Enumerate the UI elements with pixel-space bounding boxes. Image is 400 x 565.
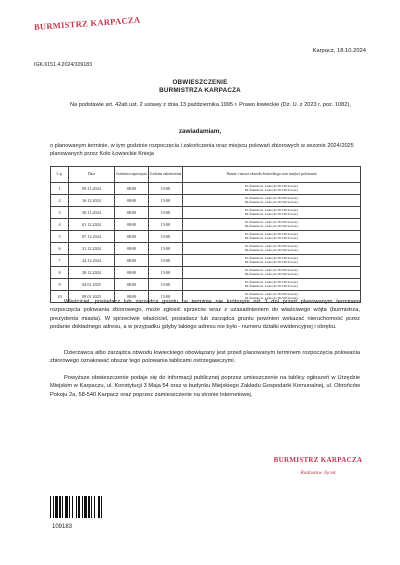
cell-date: 28.12.2024 [69, 267, 115, 279]
cell-start: 08:00 [115, 207, 149, 219]
cell-end: 15:00 [149, 231, 183, 243]
barcode-bar [55, 496, 58, 518]
stamp-organization: BURMISTRZ KARPACZA [273, 456, 363, 464]
barcode-bar [76, 496, 77, 518]
barcode-bar [62, 496, 63, 518]
publication-paragraph [50, 374, 360, 399]
location-line: 81-Śnieżka ul. Leśna 4a 58-530 Kowary [244, 267, 299, 272]
signature-stamp [268, 456, 368, 476]
cell-end: 15:00 [149, 291, 183, 303]
header-lp: L.p. [51, 167, 69, 183]
cell-start: 08:00 [115, 267, 149, 279]
barcode-number: 109183 [52, 524, 73, 530]
cell-lp: 1 [51, 183, 69, 195]
warning-signs-text: Dzierżawca albo zarządca obwodu łowieckiego obowiązany jest przed planowanym terminem rozpoczęcia polowania zbiorowego oznakować obszar tego polowania tablicami ostrzegawczymi. [50, 350, 360, 365]
cell-end: 15:00 [149, 195, 183, 207]
cell-lp: 4 [51, 219, 69, 231]
barcode-bar [65, 496, 68, 518]
location-line: 84-Śnieżka ul. Leśna 4a 58-530 Kowary [244, 187, 299, 192]
cell-location [183, 183, 361, 195]
cell-location [183, 231, 361, 243]
cell-date: 16.11.2024 [69, 195, 115, 207]
cell-start: 08:00 [115, 219, 149, 231]
cell-date: 04.01.2025 [69, 279, 115, 291]
cell-end: 15:00 [149, 267, 183, 279]
location-line: 81-Śnieżka ul. Leśna 4a 58-530 Kowary [244, 207, 299, 212]
header-location: Numer i nazwa obwodu łowieckiego oraz miejsce polowania [183, 167, 361, 183]
table-row [51, 243, 361, 255]
location-line: 84-Śnieżka ul. Leśna 4a 58-530 Kowary [244, 271, 299, 276]
barcode-bar [50, 496, 51, 518]
cell-lp: 3 [51, 207, 69, 219]
cell-end: 15:00 [149, 207, 183, 219]
cell-date: 09.01.2025 [69, 291, 115, 303]
barcode-bar [69, 496, 70, 518]
cell-start: 08:00 [115, 255, 149, 267]
cell-start: 08:00 [115, 291, 149, 303]
table-row [51, 279, 361, 291]
cell-location [183, 279, 361, 291]
cell-start: 08:00 [115, 279, 149, 291]
barcode-bar [84, 496, 87, 518]
location-line: 84-Śnieżka ul. Leśna 4a 58-530 Kowary [244, 199, 299, 204]
header-start-time: Godzina rozpoczęcia [115, 167, 149, 183]
table-row [51, 255, 361, 267]
document-title [0, 79, 400, 95]
location-line: 81-Śnieżka ul. Leśna 4a 58-530 Kowary [244, 279, 299, 284]
cell-lp: 2 [51, 195, 69, 207]
cell-end: 15:00 [149, 255, 183, 267]
cell-date: 21.12.2024 [69, 243, 115, 255]
reference-number: IGK.6151.4.2024/109183 [34, 62, 92, 68]
cell-lp: 5 [51, 231, 69, 243]
cell-start: 08:00 [115, 243, 149, 255]
cell-date: 07.12.2024 [69, 231, 115, 243]
location-line: 81-Śnieżka ul. Leśna 4a 58-530 Kowary [244, 219, 299, 224]
cell-start: 08:00 [115, 183, 149, 195]
location-line: 84-Śnieżka ul. Leśna 4a 58-530 Kowary [244, 235, 299, 240]
cell-location [183, 243, 361, 255]
barcode-bar [94, 496, 95, 518]
location-line: 84-Śnieżka ul. Leśna 4a 58-530 Kowary [244, 295, 299, 300]
cell-date: 24.12.2024 [69, 255, 115, 267]
barcode-bar [72, 496, 73, 518]
title-line-1: OBWIESZCZENIE [172, 79, 228, 86]
signatory-name: Radosław Jęcek [300, 470, 336, 476]
header-date: Data [69, 167, 115, 183]
cell-location [183, 219, 361, 231]
location-line: 81-Śnieżka ul. Leśna 4a 58-530 Kowary [244, 255, 299, 260]
cell-lp: 7 [51, 255, 69, 267]
cell-end: 15:00 [149, 183, 183, 195]
table-row [51, 231, 361, 243]
announcement-keyword: zawiadamiam, [178, 128, 222, 135]
cell-start: 08:00 [115, 231, 149, 243]
location-line: 81-Śnieżka ul. Leśna 4a 58-530 Kowary [244, 195, 299, 200]
table-row [51, 183, 361, 195]
location-line: 84-Śnieżka ul. Leśna 4a 58-530 Kowary [244, 259, 299, 264]
cell-end: 15:00 [149, 243, 183, 255]
location-line: 81-Śnieżka ul. Leśna 4a 58-530 Kowary [244, 291, 299, 296]
barcode-bar [59, 496, 61, 518]
objection-text: Właściciel, posiadacz lub zarządca gruntu, w terminie nie krótszym niż 3 dni przed planowanym terminem rozpoczęcia polowania zbiorowego, może zgłosić sprzeciw wraz z uzasadnieniem do właściwego wójta (burmistrza, prezydenta miasta). W sprzeciwie właściciel, posiadacz lub zarządca gruntu powinien wskazać nieruchomość przez podanie dokładnego adresu, a w przypadku gdyby takiego adresu nie było - numeru działki ewidencyjnej i obrębu. [50, 299, 360, 331]
cell-date: 30.11.2024 [69, 207, 115, 219]
cell-location [183, 267, 361, 279]
cell-start: 08:00 [115, 195, 149, 207]
cell-end: 15:00 [149, 219, 183, 231]
warning-signs-paragraph [50, 349, 360, 366]
table-row [51, 219, 361, 231]
lead-paragraph: o planowanym terminie, w tym godzinie rozpoczęcia i zakończenia oraz miejscu polowań zbiorowych w sezonie 2024/2025 planowanych przez Koło Łowieckie Knieja [50, 143, 354, 158]
cell-lp: 6 [51, 243, 69, 255]
cell-lp: 8 [51, 267, 69, 279]
barcode-bar [101, 496, 102, 518]
table-row [51, 195, 361, 207]
table-row [51, 267, 361, 279]
location-line: 81-Śnieżka ul. Leśna 4a 58-530 Kowary [244, 243, 299, 248]
location-line: 81-Śnieżka ul. Leśna 4a 58-530 Kowary [244, 231, 299, 236]
barcode-bar [78, 496, 80, 518]
header-stamp-logo: BURMISTRZ KARPACZA [33, 14, 141, 32]
location-line: 84-Śnieżka ul. Leśna 4a 58-530 Kowary [244, 223, 299, 228]
location-line: 84-Śnieżka ul. Leśna 4a 58-530 Kowary [244, 247, 299, 252]
cell-location [183, 195, 361, 207]
cell-location [183, 255, 361, 267]
cell-date: 09.11.2024 [69, 183, 115, 195]
cell-date: 01.12.2024 [69, 219, 115, 231]
publication-text: Powyższe obwieszczenie podaje się do informacji publicznej poprzez umieszczenie na tablicy ogłoszeń w Urzędzie Miejskim w Karpaczu, ul. Konstytucji 3 Maja 54 oraz w budynku Miejskiego Zakładu Gospodarki Komunalnej, ul. Obrońców Pokoju 2a, 58-540 Karpacz oraz poprzez zamieszczenie na stronie internetowej. [50, 375, 360, 398]
header-end-time: Godzina zakończenia [149, 167, 183, 183]
title-line-2: BURMISTRZA KARPACZA [159, 87, 241, 94]
barcode-bar [88, 496, 90, 518]
barcode-bar [53, 496, 54, 518]
location-line: 84-Śnieżka ul. Leśna 4a 58-530 Kowary [244, 283, 299, 288]
barcode-bar [82, 496, 83, 518]
document-date: Karpacz, 18.10.2024 [312, 48, 366, 54]
table-row [51, 207, 361, 219]
cell-end: 15:00 [149, 279, 183, 291]
barcode-bar [98, 496, 100, 518]
legal-basis-paragraph: Na podstawie art. 42ab ust. 2 ustawy z dnia 13 października 1995 r. Prawo łowieckie (Dz. U. z 2023 r. poz. 1082), [70, 102, 351, 108]
hunts-schedule-table [50, 166, 361, 303]
location-line: 84-Śnieżka ul. Leśna 4a 58-530 Kowary [244, 211, 299, 216]
barcode-image [50, 496, 112, 518]
cell-location [183, 207, 361, 219]
cell-lp: 10 [51, 291, 69, 303]
cell-lp: 9 [51, 279, 69, 291]
table-header-row [51, 167, 361, 183]
barcode-bar [91, 496, 92, 518]
location-line: 81-Śnieżka ul. Leśna 4a 58-530 Kowary [244, 183, 299, 188]
